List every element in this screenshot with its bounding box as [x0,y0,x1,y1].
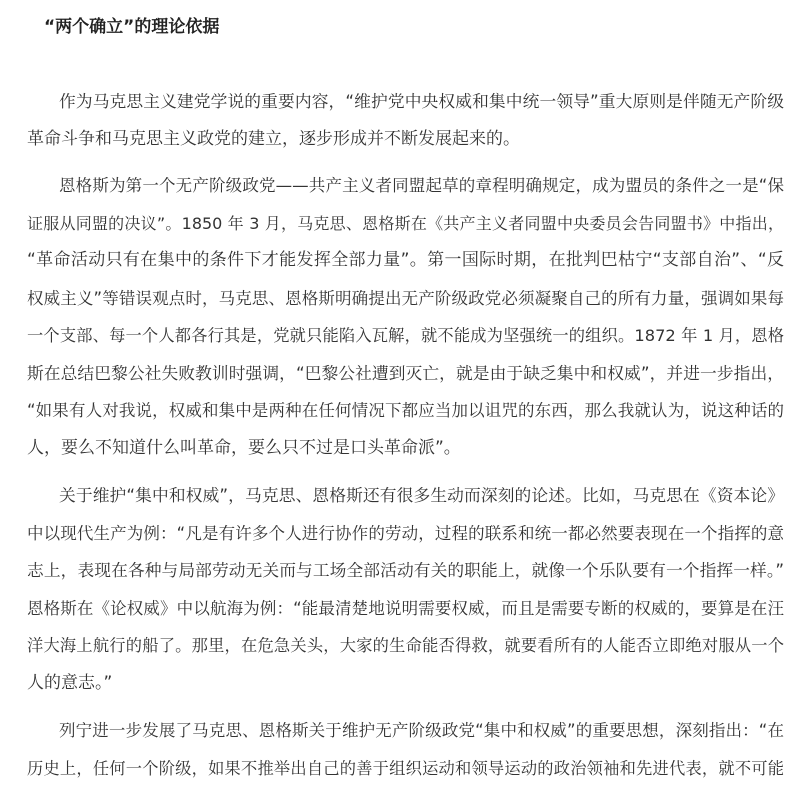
text-line: 历史上，任何一个阶级，如果不推举出自己的善于组织运动和领导运动的政治领袖和先进代表，就不可能 [27,758,784,778]
text-line: 革命斗争和马克思主义政党的建立，逐步形成并不断发展起来的。 [27,128,520,149]
text-line: 中以现代生产为例：“凡是有许多个人进行协作的劳动，过程的联系和统一都必然要表现在一个指挥的意 [27,523,784,543]
text-line: 洋大海上航行的船了。那里，在危急关头，大家的生命能否得救，就要看所有的人能否立即绝对服从一个 [27,636,784,655]
text-line: 作为马克思主义建党学说的重要内容，“维护党中央权威和集中统一领导”重大原则是伴随无产阶级 [59,91,784,111]
paragraph-4 [27,712,784,787]
text-line: 一个支部、每一个人都各行其是，党就只能陷入瓦解，就不能成为坚强统一的组织。1872 年 1 月，恩格 [27,326,784,345]
paragraph-3 [27,477,784,702]
text-line: 人的意志。” [27,672,113,693]
text-line: 恩格斯为第一个无产阶级政党——共产主义者同盟起草的章程明确规定，成为盟员的条件之一是“保 [59,176,784,195]
text-line: 恩格斯在《论权威》中以航海为例：“能最清楚地说明需要权威，而且是需要专断的权威的，要算是在汪 [27,598,784,618]
text-line: 权威主义”等错误观点时，马克思、恩格斯明确提出无产阶级政党必须凝聚自己的所有力量，强调如果每 [27,288,784,308]
text-line: 证服从同盟的决议”。1850 年 3 月，马克思、恩格斯在《共产主义者同盟中央委员会告同盟书》中指出， [27,213,784,233]
text-line: 志上，表现在各种与局部劳动无关而与工场全部活动有关的职能上，就像一个乐队要有一个指挥一样。” [27,560,784,580]
text-line: “如果有人对我说，权威和集中是两种在任何情况下都应当加以诅咒的东西，那么我就认为，说这种话的 [27,401,784,420]
text-line: 斯在总结巴黎公社失败教训时强调，“巴黎公社遭到灭亡，就是由于缺乏集中和权威”，并进一步指出， [27,362,784,383]
paragraph-2 [27,167,784,467]
text-line: “革命活动只有在集中的条件下才能发挥全部力量”。第一国际时期，在批判巴枯宁“支部自治”、“反 [27,250,784,270]
text-line: 列宁进一步发展了马克思、恩格斯关于维护无产阶级政党“集中和权威”的重要思想，深刻指出：“在 [59,721,784,740]
text-line: 人，要么不知道什么叫革命，要么只不过是口头革命派”。 [27,437,461,458]
section-title: “两个确立”的理论依据 [44,17,220,37]
paragraph-1 [27,83,784,158]
text-line: 关于维护“集中和权威”，马克思、恩格斯还有很多生动而深刻的论述。比如，马克思在《资本论》 [59,485,784,505]
